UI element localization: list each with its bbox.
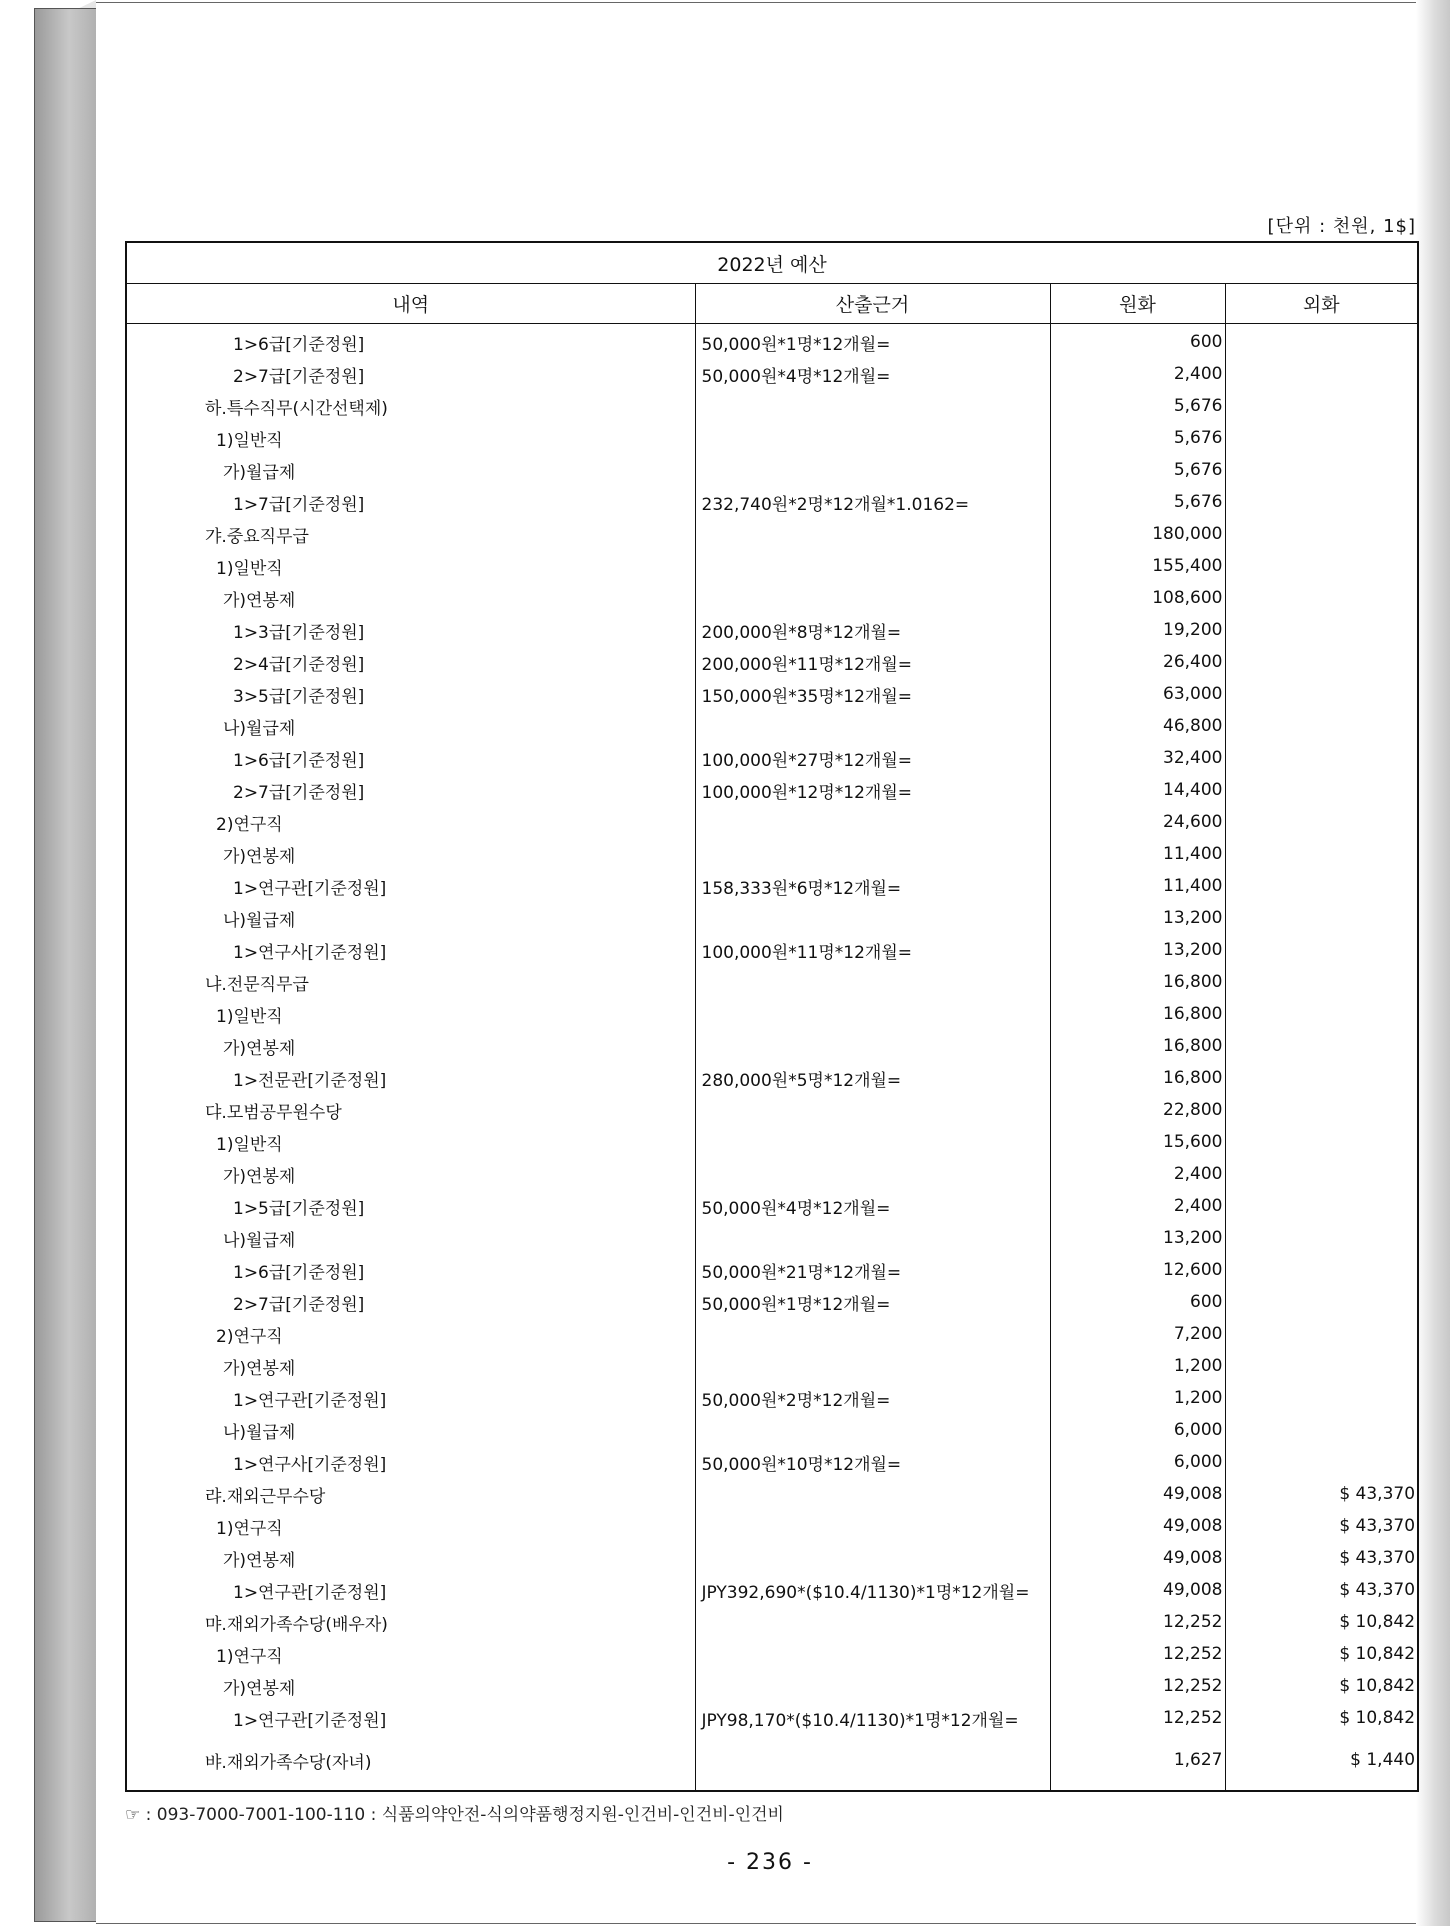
page-edge-shadow: [1416, 0, 1450, 1926]
row-foreign-amount: $ 43,370: [1225, 1574, 1418, 1606]
row-krw-amount: 180,000: [1050, 518, 1225, 550]
row-item-name: 1)일반직: [216, 558, 283, 579]
row-foreign-amount: [1225, 582, 1418, 614]
row-krw-amount: 13,200: [1050, 1222, 1225, 1254]
row-foreign-amount: $ 43,370: [1225, 1510, 1418, 1542]
table-row: [126, 582, 1418, 614]
row-calculation-basis: JPY392,690*($10.4/1130)*1명*12개월=: [695, 1574, 1050, 1606]
table-row: [126, 710, 1418, 742]
row-item-name: 1>연구관[기준정원]: [233, 1582, 387, 1603]
row-krw-amount: 49,008: [1050, 1542, 1225, 1574]
row-calculation-basis: [695, 422, 1050, 454]
table-row: [126, 486, 1418, 518]
row-foreign-amount: [1225, 774, 1418, 806]
row-krw-amount: 49,008: [1050, 1574, 1225, 1606]
row-item-name: 2>7급[기준정원]: [233, 366, 365, 387]
row-calculation-basis: 100,000원*27명*12개월=: [695, 742, 1050, 774]
row-foreign-amount: [1225, 454, 1418, 486]
row-item-name: 나)월급제: [223, 1230, 296, 1251]
row-krw-amount: 13,200: [1050, 902, 1225, 934]
row-calculation-basis: [695, 806, 1050, 838]
row-krw-amount: 26,400: [1050, 646, 1225, 678]
row-foreign-amount: [1225, 518, 1418, 550]
row-calculation-basis: 50,000원*2명*12개월=: [695, 1382, 1050, 1414]
row-calculation-basis: 50,000원*21명*12개월=: [695, 1254, 1050, 1286]
table-row: [126, 742, 1418, 774]
row-item-name: 하.특수직무(시간선택제): [205, 398, 388, 419]
row-calculation-basis: [695, 838, 1050, 870]
row-krw-amount: 32,400: [1050, 742, 1225, 774]
row-item-name: 3>5급[기준정원]: [233, 686, 365, 707]
row-foreign-amount: [1225, 1094, 1418, 1126]
row-foreign-amount: [1225, 998, 1418, 1030]
row-item-name: 1>연구사[기준정원]: [233, 942, 387, 963]
table-row: [126, 390, 1418, 422]
row-item-name: 가)연봉제: [223, 590, 296, 611]
row-krw-amount: 5,676: [1050, 390, 1225, 422]
row-item-name: 갸.중요직무급: [205, 526, 309, 547]
row-calculation-basis: [695, 1670, 1050, 1702]
row-foreign-amount: [1225, 742, 1418, 774]
row-calculation-basis: 50,000원*1명*12개월=: [695, 1286, 1050, 1318]
row-calculation-basis: [695, 966, 1050, 998]
row-foreign-amount: [1225, 710, 1418, 742]
table-row: [126, 646, 1418, 678]
row-calculation-basis: [695, 1542, 1050, 1574]
row-foreign-amount: [1225, 966, 1418, 998]
table-row: [126, 966, 1418, 998]
table-row: [126, 934, 1418, 966]
table-row: [126, 1606, 1418, 1638]
table-row: [126, 1382, 1418, 1414]
row-foreign-amount: [1225, 422, 1418, 454]
row-krw-amount: 49,008: [1050, 1510, 1225, 1542]
table-row: [126, 550, 1418, 582]
row-item-name: 2>7급[기준정원]: [233, 782, 365, 803]
row-krw-amount: 5,676: [1050, 486, 1225, 518]
row-krw-amount: 11,400: [1050, 870, 1225, 902]
row-krw-amount: 15,600: [1050, 1126, 1225, 1158]
row-foreign-amount: [1225, 1062, 1418, 1094]
row-krw-amount: 5,676: [1050, 454, 1225, 486]
row-calculation-basis: 50,000원*4명*12개월=: [695, 1190, 1050, 1222]
row-krw-amount: 108,600: [1050, 582, 1225, 614]
row-item-name: 1>7급[기준정원]: [233, 494, 365, 515]
row-item-name: 1>6급[기준정원]: [233, 1262, 365, 1283]
row-calculation-basis: [695, 1478, 1050, 1510]
table-row: [126, 324, 1418, 359]
row-item-name: 1>연구사[기준정원]: [233, 1454, 387, 1475]
row-foreign-amount: $ 10,842: [1225, 1638, 1418, 1670]
account-code-footnote: ☞ : 093-7000-7001-100-110 : 식품의약안전-식의약품행정지원-인건비-인건비-인건비: [125, 1805, 784, 1825]
table-row: [126, 1126, 1418, 1158]
row-calculation-basis: [695, 582, 1050, 614]
header-foreign: 외화: [1225, 284, 1418, 324]
row-calculation-basis: [695, 1606, 1050, 1638]
row-item-name: 가)연봉제: [223, 846, 296, 867]
row-item-name: 1>6급[기준정원]: [233, 334, 365, 355]
row-krw-amount: 1,200: [1050, 1382, 1225, 1414]
row-calculation-basis: 50,000원*10명*12개월=: [695, 1446, 1050, 1478]
table-row: [126, 1318, 1418, 1350]
table-row: [126, 358, 1418, 390]
table-row: [126, 806, 1418, 838]
table-row: [126, 1222, 1418, 1254]
row-calculation-basis: 200,000원*11명*12개월=: [695, 646, 1050, 678]
table-row: [126, 774, 1418, 806]
row-item-name: 1)연구직: [216, 1518, 283, 1539]
row-foreign-amount: [1225, 1382, 1418, 1414]
row-krw-amount: 19,200: [1050, 614, 1225, 646]
row-foreign-amount: [1225, 1446, 1418, 1478]
row-calculation-basis: 280,000원*5명*12개월=: [695, 1062, 1050, 1094]
row-foreign-amount: [1225, 390, 1418, 422]
row-item-name: 뱌.재외가족수당(자녀): [205, 1752, 372, 1773]
row-calculation-basis: 100,000원*11명*12개월=: [695, 934, 1050, 966]
row-item-name: 1)연구직: [216, 1646, 283, 1667]
row-foreign-amount: [1225, 806, 1418, 838]
row-krw-amount: 600: [1050, 1286, 1225, 1318]
row-calculation-basis: [695, 518, 1050, 550]
row-item-name: 가)연봉제: [223, 1038, 296, 1059]
row-calculation-basis: 158,333원*6명*12개월=: [695, 870, 1050, 902]
row-item-name: 랴.재외근무수당: [205, 1486, 326, 1507]
row-krw-amount: 7,200: [1050, 1318, 1225, 1350]
budget-table: [125, 241, 1419, 1792]
row-foreign-amount: $ 43,370: [1225, 1542, 1418, 1574]
row-item-name: 가)연봉제: [223, 1358, 296, 1379]
table-row: [126, 1190, 1418, 1222]
row-foreign-amount: $ 43,370: [1225, 1478, 1418, 1510]
row-calculation-basis: [695, 390, 1050, 422]
table-row: [126, 838, 1418, 870]
row-calculation-basis: [695, 1158, 1050, 1190]
row-krw-amount: 12,600: [1050, 1254, 1225, 1286]
row-krw-amount: 600: [1050, 324, 1225, 359]
row-foreign-amount: [1225, 1286, 1418, 1318]
row-krw-amount: 6,000: [1050, 1414, 1225, 1446]
table-row: [126, 1510, 1418, 1542]
row-item-name: 2)연구직: [216, 814, 283, 835]
row-foreign-amount: [1225, 358, 1418, 390]
row-foreign-amount: $ 10,842: [1225, 1606, 1418, 1638]
row-item-name: 2>7급[기준정원]: [233, 1294, 365, 1315]
row-foreign-amount: [1225, 1158, 1418, 1190]
table-row: [126, 1094, 1418, 1126]
row-item-name: 가)월급제: [223, 462, 296, 483]
table-row: [126, 454, 1418, 486]
row-calculation-basis: 50,000원*1명*12개월=: [695, 324, 1050, 359]
row-krw-amount: 13,200: [1050, 934, 1225, 966]
table-row: [126, 1670, 1418, 1702]
header-krw: 원화: [1050, 284, 1225, 324]
row-calculation-basis: JPY98,170*($10.4/1130)*1명*12개월=: [695, 1702, 1050, 1734]
row-foreign-amount: [1225, 1254, 1418, 1286]
row-krw-amount: 14,400: [1050, 774, 1225, 806]
row-krw-amount: 12,252: [1050, 1670, 1225, 1702]
table-row: [126, 518, 1418, 550]
table-row: [126, 1446, 1418, 1478]
row-foreign-amount: [1225, 1126, 1418, 1158]
table-row: [126, 1478, 1418, 1510]
row-foreign-amount: [1225, 324, 1418, 359]
row-calculation-basis: [695, 1030, 1050, 1062]
header-item: 내역: [126, 284, 695, 324]
row-calculation-basis: [695, 454, 1050, 486]
row-calculation-basis: [695, 1094, 1050, 1126]
row-foreign-amount: [1225, 1222, 1418, 1254]
row-item-name: 가)연봉제: [223, 1166, 296, 1187]
row-krw-amount: 1,200: [1050, 1350, 1225, 1382]
table-title: 2022년 예산: [126, 242, 1418, 284]
row-calculation-basis: [695, 1414, 1050, 1446]
row-item-name: 1>전문관[기준정원]: [233, 1070, 387, 1091]
row-krw-amount: 12,252: [1050, 1606, 1225, 1638]
row-item-name: 댜.모범공무원수당: [205, 1102, 342, 1123]
table-body: [126, 324, 1418, 1792]
row-calculation-basis: [695, 1318, 1050, 1350]
row-item-name: 나)월급제: [223, 1422, 296, 1443]
row-calculation-basis: [695, 1734, 1050, 1791]
table-row: [126, 1158, 1418, 1190]
row-calculation-basis: [695, 1350, 1050, 1382]
row-foreign-amount: [1225, 838, 1418, 870]
row-item-name: 1)일반직: [216, 430, 283, 451]
row-krw-amount: 49,008: [1050, 1478, 1225, 1510]
row-krw-amount: 2,400: [1050, 1158, 1225, 1190]
table-row: [126, 1734, 1418, 1791]
row-krw-amount: 16,800: [1050, 966, 1225, 998]
row-item-name: 1>6급[기준정원]: [233, 750, 365, 771]
row-foreign-amount: [1225, 1350, 1418, 1382]
row-calculation-basis: [695, 998, 1050, 1030]
row-foreign-amount: $ 10,842: [1225, 1670, 1418, 1702]
row-krw-amount: 5,676: [1050, 422, 1225, 454]
row-item-name: 2)연구직: [216, 1326, 283, 1347]
row-krw-amount: 16,800: [1050, 1062, 1225, 1094]
row-krw-amount: 6,000: [1050, 1446, 1225, 1478]
row-item-name: 가)연봉제: [223, 1678, 296, 1699]
page-number: - 236 -: [727, 1850, 813, 1875]
unit-note: [단위 : 천원, 1$]: [1267, 216, 1416, 237]
row-item-name: 1>3급[기준정원]: [233, 622, 365, 643]
row-calculation-basis: [695, 1222, 1050, 1254]
row-calculation-basis: [695, 1510, 1050, 1542]
table-row: [126, 614, 1418, 646]
table-row: [126, 998, 1418, 1030]
table-row: [126, 678, 1418, 710]
row-foreign-amount: [1225, 1414, 1418, 1446]
row-foreign-amount: $ 1,440: [1225, 1734, 1418, 1791]
row-foreign-amount: [1225, 614, 1418, 646]
row-item-name: 1)일반직: [216, 1134, 283, 1155]
row-foreign-amount: [1225, 1190, 1418, 1222]
table-row: [126, 1702, 1418, 1734]
row-calculation-basis: [695, 1126, 1050, 1158]
row-krw-amount: 2,400: [1050, 358, 1225, 390]
budget-table-container: [125, 241, 1417, 1792]
book-spine: [34, 8, 98, 1922]
row-item-name: 먀.재외가족수당(배우자): [205, 1614, 388, 1635]
row-item-name: 1>5급[기준정원]: [233, 1198, 365, 1219]
table-row: [126, 1414, 1418, 1446]
row-item-name: 1>연구관[기준정원]: [233, 878, 387, 899]
row-foreign-amount: [1225, 1318, 1418, 1350]
table-row: [126, 1286, 1418, 1318]
row-calculation-basis: 100,000원*12명*12개월=: [695, 774, 1050, 806]
table-row: [126, 1638, 1418, 1670]
row-item-name: 나)월급제: [223, 718, 296, 739]
table-row: [126, 1574, 1418, 1606]
row-item-name: 1>연구관[기준정원]: [233, 1710, 387, 1731]
row-item-name: 가)연봉제: [223, 1550, 296, 1571]
row-foreign-amount: [1225, 678, 1418, 710]
table-row: [126, 1350, 1418, 1382]
row-krw-amount: 12,252: [1050, 1702, 1225, 1734]
row-calculation-basis: [695, 1638, 1050, 1670]
row-krw-amount: 16,800: [1050, 1030, 1225, 1062]
row-foreign-amount: [1225, 646, 1418, 678]
row-item-name: 나)월급제: [223, 910, 296, 931]
row-krw-amount: 155,400: [1050, 550, 1225, 582]
row-krw-amount: 16,800: [1050, 998, 1225, 1030]
row-calculation-basis: [695, 710, 1050, 742]
row-foreign-amount: $ 10,842: [1225, 1702, 1418, 1734]
row-foreign-amount: [1225, 486, 1418, 518]
row-calculation-basis: [695, 550, 1050, 582]
row-calculation-basis: 50,000원*4명*12개월=: [695, 358, 1050, 390]
row-krw-amount: 2,400: [1050, 1190, 1225, 1222]
row-calculation-basis: 200,000원*8명*12개월=: [695, 614, 1050, 646]
table-row: [126, 1254, 1418, 1286]
row-item-name: 냐.전문직무급: [205, 974, 309, 995]
row-item-name: 1)일반직: [216, 1006, 283, 1027]
row-calculation-basis: 150,000원*35명*12개월=: [695, 678, 1050, 710]
row-krw-amount: 24,600: [1050, 806, 1225, 838]
table-row: [126, 422, 1418, 454]
table-row: [126, 1030, 1418, 1062]
row-foreign-amount: [1225, 934, 1418, 966]
table-row: [126, 902, 1418, 934]
row-calculation-basis: 232,740원*2명*12개월*1.0162=: [695, 486, 1050, 518]
row-foreign-amount: [1225, 902, 1418, 934]
row-item-name: 1>연구관[기준정원]: [233, 1390, 387, 1411]
row-item-name: 2>4급[기준정원]: [233, 654, 365, 675]
row-krw-amount: 1,627: [1050, 1734, 1225, 1791]
row-krw-amount: 63,000: [1050, 678, 1225, 710]
table-row: [126, 1062, 1418, 1094]
row-krw-amount: 11,400: [1050, 838, 1225, 870]
header-basis: 산출근거: [695, 284, 1050, 324]
row-foreign-amount: [1225, 1030, 1418, 1062]
row-calculation-basis: [695, 902, 1050, 934]
row-krw-amount: 46,800: [1050, 710, 1225, 742]
table-row: [126, 870, 1418, 902]
row-foreign-amount: [1225, 550, 1418, 582]
row-krw-amount: 12,252: [1050, 1638, 1225, 1670]
table-row: [126, 1542, 1418, 1574]
row-krw-amount: 22,800: [1050, 1094, 1225, 1126]
row-foreign-amount: [1225, 870, 1418, 902]
